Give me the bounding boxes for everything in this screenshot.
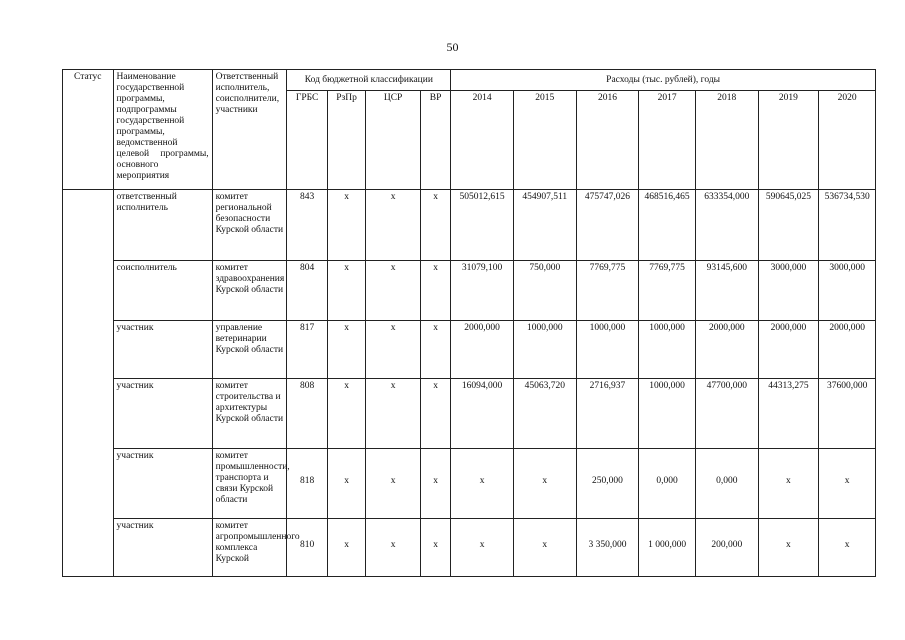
header-year: 2020 bbox=[819, 91, 876, 190]
row-rzpr: х bbox=[327, 261, 365, 321]
header-vr: ВР bbox=[420, 91, 450, 190]
header-budget-code: Код бюджетной классификации bbox=[287, 70, 451, 91]
row-name: участник bbox=[113, 379, 212, 449]
row-value: х bbox=[819, 449, 876, 519]
row-value: х bbox=[758, 449, 819, 519]
header-year: 2015 bbox=[513, 91, 576, 190]
row-value: 3000,000 bbox=[758, 261, 819, 321]
header-year: 2018 bbox=[695, 91, 758, 190]
row-responsible: комитет строительства и архитектуры Курской области bbox=[212, 379, 287, 449]
table-row bbox=[63, 449, 876, 519]
row-value: х bbox=[758, 519, 819, 577]
row-name: участник bbox=[113, 449, 212, 519]
budget-table bbox=[62, 69, 876, 577]
row-responsible: комитет промышленности, транспорта и связи Курской области bbox=[212, 449, 287, 519]
header-year: 2019 bbox=[758, 91, 819, 190]
header-grbs: ГРБС bbox=[287, 91, 327, 190]
row-responsible: комитет региональной безопасности Курской области bbox=[212, 190, 287, 261]
table-row bbox=[63, 261, 876, 321]
row-value: 3000,000 bbox=[819, 261, 876, 321]
row-value: 47700,000 bbox=[695, 379, 758, 449]
row-grbs: 843 bbox=[287, 190, 327, 261]
row-value: 468516,465 bbox=[639, 190, 696, 261]
header-responsible: Ответственный исполнитель, соисполнители, участники bbox=[212, 70, 287, 190]
row-value: 16094,000 bbox=[451, 379, 514, 449]
row-value: 2716,937 bbox=[576, 379, 639, 449]
row-responsible: комитет здравоохранения Курской области bbox=[212, 261, 287, 321]
row-value: 2000,000 bbox=[695, 321, 758, 379]
row-vr: х bbox=[420, 190, 450, 261]
row-rzpr: х bbox=[327, 321, 365, 379]
row-grbs: 810 bbox=[287, 519, 327, 577]
row-responsible: управление ветеринарии Курской области bbox=[212, 321, 287, 379]
row-rzpr: х bbox=[327, 379, 365, 449]
row-grbs: 804 bbox=[287, 261, 327, 321]
row-grbs: 818 bbox=[287, 449, 327, 519]
row-value: 44313,275 bbox=[758, 379, 819, 449]
row-value: 7769,775 bbox=[639, 261, 696, 321]
header-status: Статус bbox=[63, 70, 114, 190]
row-value: 7769,775 bbox=[576, 261, 639, 321]
row-name: ответственный исполнитель bbox=[113, 190, 212, 261]
row-value: х bbox=[513, 519, 576, 577]
row-value: 2000,000 bbox=[451, 321, 514, 379]
row-value: 31079,100 bbox=[451, 261, 514, 321]
row-value: х bbox=[513, 449, 576, 519]
row-value: 0,000 bbox=[639, 449, 696, 519]
table-row bbox=[63, 321, 876, 379]
row-value: 37600,000 bbox=[819, 379, 876, 449]
header-rzpr: РзПр bbox=[327, 91, 365, 190]
row-value: х bbox=[451, 449, 514, 519]
row-name: участник bbox=[113, 519, 212, 577]
row-csr: х bbox=[366, 190, 421, 261]
row-value: 1000,000 bbox=[639, 321, 696, 379]
row-value: 45063,720 bbox=[513, 379, 576, 449]
row-value: 633354,000 bbox=[695, 190, 758, 261]
header-name: Наименование государственной программы, подпрограммы государственной программы, ведомственной целевой программы, основного мероприятия bbox=[113, 70, 212, 190]
row-value: 454907,511 bbox=[513, 190, 576, 261]
row-value: 2000,000 bbox=[758, 321, 819, 379]
row-name: участник bbox=[113, 321, 212, 379]
row-value: 1000,000 bbox=[639, 379, 696, 449]
header-csr: ЦСР bbox=[366, 91, 421, 190]
row-vr: х bbox=[420, 379, 450, 449]
header-year: 2016 bbox=[576, 91, 639, 190]
header-year: 2017 bbox=[639, 91, 696, 190]
row-value: 1 000,000 bbox=[639, 519, 696, 577]
row-value: 200,000 bbox=[695, 519, 758, 577]
row-value: 1000,000 bbox=[513, 321, 576, 379]
header-row-1 bbox=[63, 70, 876, 91]
row-rzpr: х bbox=[327, 519, 365, 577]
row-vr: х bbox=[420, 519, 450, 577]
row-value: 750,000 bbox=[513, 261, 576, 321]
row-csr: х bbox=[366, 449, 421, 519]
row-rzpr: х bbox=[327, 190, 365, 261]
row-value: 1000,000 bbox=[576, 321, 639, 379]
row-value: 536734,530 bbox=[819, 190, 876, 261]
row-value: 2000,000 bbox=[819, 321, 876, 379]
row-csr: х bbox=[366, 519, 421, 577]
row-rzpr: х bbox=[327, 449, 365, 519]
header-expenses: Расходы (тыс. рублей), годы bbox=[451, 70, 876, 91]
row-vr: х bbox=[420, 261, 450, 321]
row-value: 3 350,000 bbox=[576, 519, 639, 577]
row-vr: х bbox=[420, 321, 450, 379]
row-vr: х bbox=[420, 449, 450, 519]
row-value: 250,000 bbox=[576, 449, 639, 519]
row-value: 475747,026 bbox=[576, 190, 639, 261]
page-number: 50 bbox=[446, 40, 459, 54]
row-csr: х bbox=[366, 261, 421, 321]
row-responsible: комитет агропромышленного комплекса Курской bbox=[212, 519, 287, 577]
row-csr: х bbox=[366, 321, 421, 379]
table-row bbox=[63, 379, 876, 449]
row-grbs: 808 bbox=[287, 379, 327, 449]
row-value: х bbox=[819, 519, 876, 577]
row-value: 93145,600 bbox=[695, 261, 758, 321]
row-name: соисполнитель bbox=[113, 261, 212, 321]
row-csr: х bbox=[366, 379, 421, 449]
table-row bbox=[63, 519, 876, 577]
row-grbs: 817 bbox=[287, 321, 327, 379]
table-row bbox=[63, 190, 876, 261]
status-cell bbox=[63, 190, 114, 577]
row-value: 505012,615 bbox=[451, 190, 514, 261]
row-value: 590645,025 bbox=[758, 190, 819, 261]
row-value: 0,000 bbox=[695, 449, 758, 519]
row-value: х bbox=[451, 519, 514, 577]
header-year: 2014 bbox=[451, 91, 514, 190]
